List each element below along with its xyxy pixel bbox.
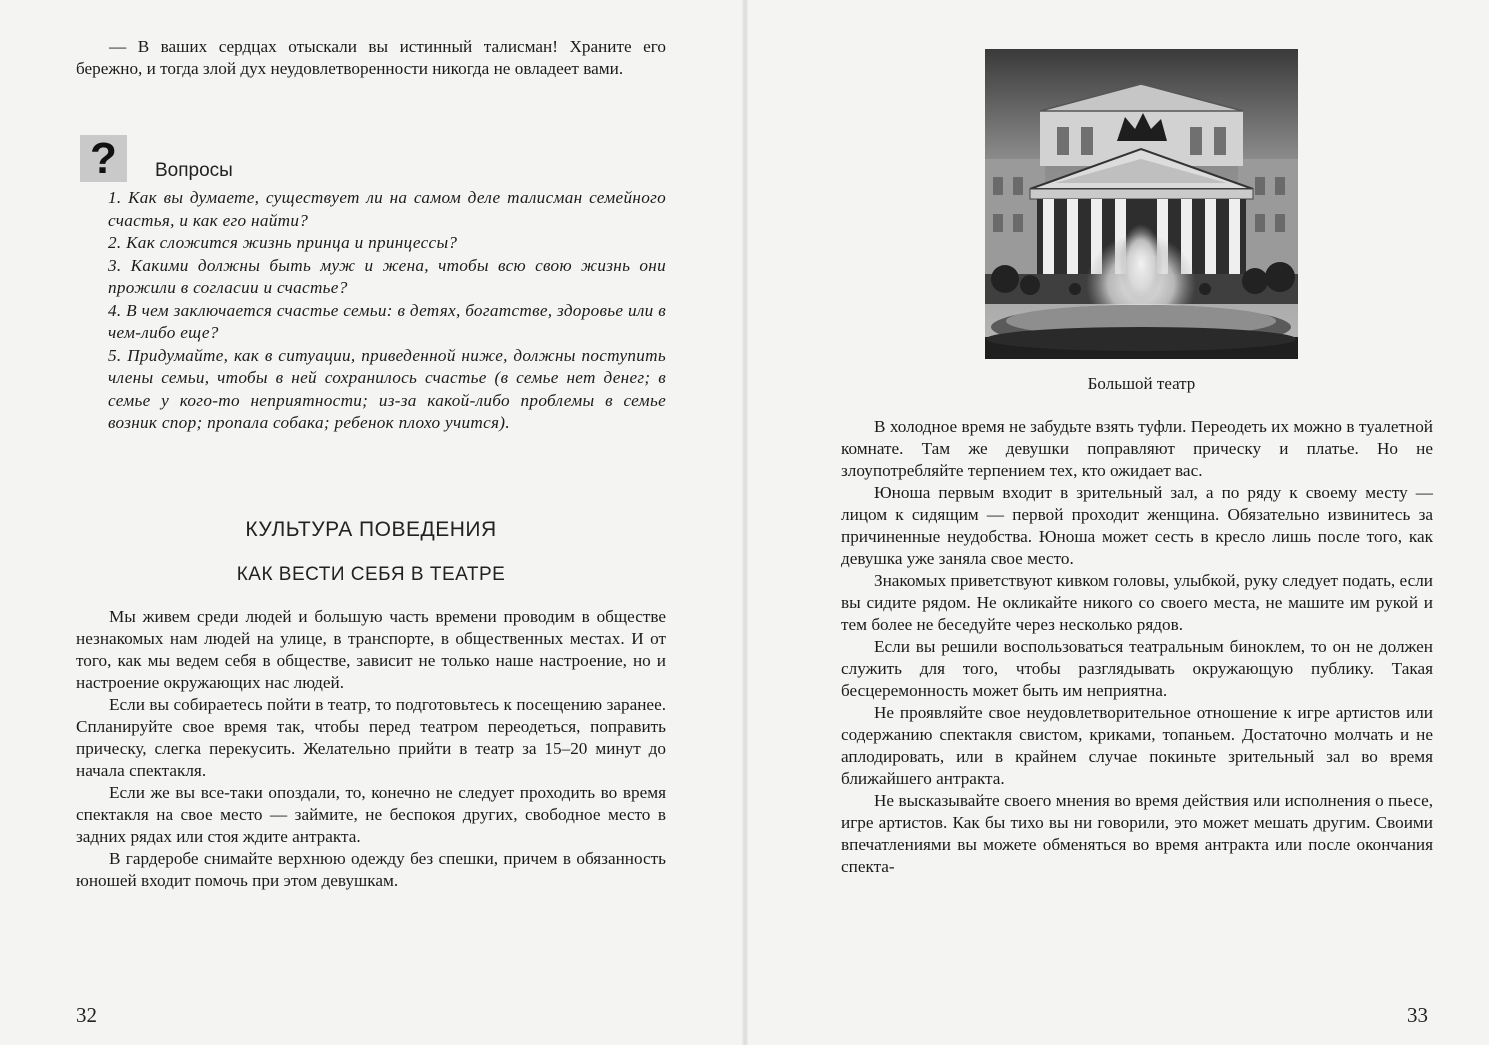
paragraph: В гардеробе снимайте верхнюю одежду без спешки, причем в обязанность юношей входит помочь при этом девушкам.	[76, 849, 666, 890]
theatre-image-icon	[985, 49, 1298, 359]
paragraph: Если вы собираетесь пойти в театр, то подготовьтесь к посещению заранее. Спланируйте свое время так, чтобы перед театром переодеться, поправить прическу, слегка перекусить. Желательно прийти в театр за 15–20 минут до начала спектакля.	[76, 695, 666, 780]
question-item: 1. Как вы думаете, существует ли на самом деле талисман семейного счастья, и как его найти?	[108, 188, 666, 230]
question-item: 2. Как сложится жизнь принца и принцессы?	[108, 233, 458, 252]
questions-heading: Вопросы	[155, 160, 233, 181]
question-item: 4. В чем заключается счастье семьи: в детях, богатстве, здоровье или в чем-либо еще?	[108, 300, 666, 342]
right-page	[745, 0, 1489, 1045]
page-number-right: 33	[1407, 1003, 1428, 1027]
right-body-text	[841, 416, 1433, 878]
question-item: 3. Какими должны быть муж и жена, чтобы всю свою жизнь они прожили в согласии и счастье?	[108, 255, 666, 297]
intro-text	[76, 36, 666, 80]
section-subtitle: КАК ВЕСТИ СЕБЯ В ТЕАТРЕ	[236, 564, 506, 585]
bolshoi-theatre-photo	[985, 49, 1298, 359]
questions-list	[108, 187, 666, 435]
paragraph: Мы живем среди людей и большую часть времени проводим в обществе незнакомых нам людей на улице, в транспорте, в общественных местах. И от того, как мы ведем себя в обществе, зависит не только наше настроение, но и настроение окружающих нас людей.	[76, 607, 666, 692]
section-title: КУЛЬТУРА ПОВЕДЕНИЯ	[245, 518, 497, 541]
left-page	[0, 0, 744, 1045]
page-number-left: 32	[76, 1003, 97, 1027]
question-mark-icon: ?	[80, 135, 127, 182]
paragraph: Юноша первым входит в зрительный зал, а по ряду к своему месту — лицом к сидящим — первой проходит женщина. Обязательно извинитесь за причиненные неудобства. Юноша может сесть в кресло лишь после того, как девушка уже заняла свое место.	[841, 483, 1433, 568]
paragraph: Если вы решили воспользоваться театральным биноклем, то он не должен служить для того, чтобы разглядывать окружающую публику. Такая бесцеремонность может быть им неприятна.	[841, 637, 1433, 700]
paragraph: Не высказывайте своего мнения во время действия или исполнения о пьесе, игре артистов. Как бы тихо вы ни говорили, это может мешать другим. Своими впечатлениями вы можете обменяться во время антракта или после окончания спекта-	[841, 791, 1433, 876]
question-item: 5. Придумайте, как в ситуации, приведенной ниже, должны поступить члены семьи, чтобы в ней сохранилось счастье (в семье нет денег; в семье у кого-то неприятности; из-за какой-либо проблемы в семье возник спор; пропала собака; ребенок плохо учится).	[108, 345, 666, 432]
paragraph: Знакомых приветствуют кивком головы, улыбкой, руку следует подать, если вы сидите рядом. Не окликайте никого со своего места, не машите им рукой и тем более не беседуйте через несколько рядов.	[841, 571, 1433, 634]
left-body-text	[76, 606, 666, 892]
paragraph: Если же вы все-таки опоздали, то, конечно не следует проходить во время спектакля на свое место — займите, не беспокоя других, свободное место в задних рядах или стоя ждите антракта.	[76, 783, 666, 846]
photo-caption: Большой театр	[1087, 374, 1196, 393]
intro-paragraph: — В ваших сердцах отыскали вы истинный талисман! Храните его бережно, и тогда злой дух неудовлетворенности никогда не овладеет вами.	[76, 37, 666, 78]
paragraph: Не проявляйте свое неудовлетворительное отношение к игре артистов или содержанию спектакля свистом, криками, топаньем. Достаточно молчать и не аплодировать, или в крайнем случае покиньте зрительный зал во время ближайшего антракта.	[841, 703, 1433, 788]
paragraph: В холодное время не забудьте взять туфли. Переодеть их можно в туалетной комнате. Там же девушки поправляют прическу и платье. Но не злоупотребляйте терпением тех, кто ожидает вас.	[841, 417, 1433, 480]
